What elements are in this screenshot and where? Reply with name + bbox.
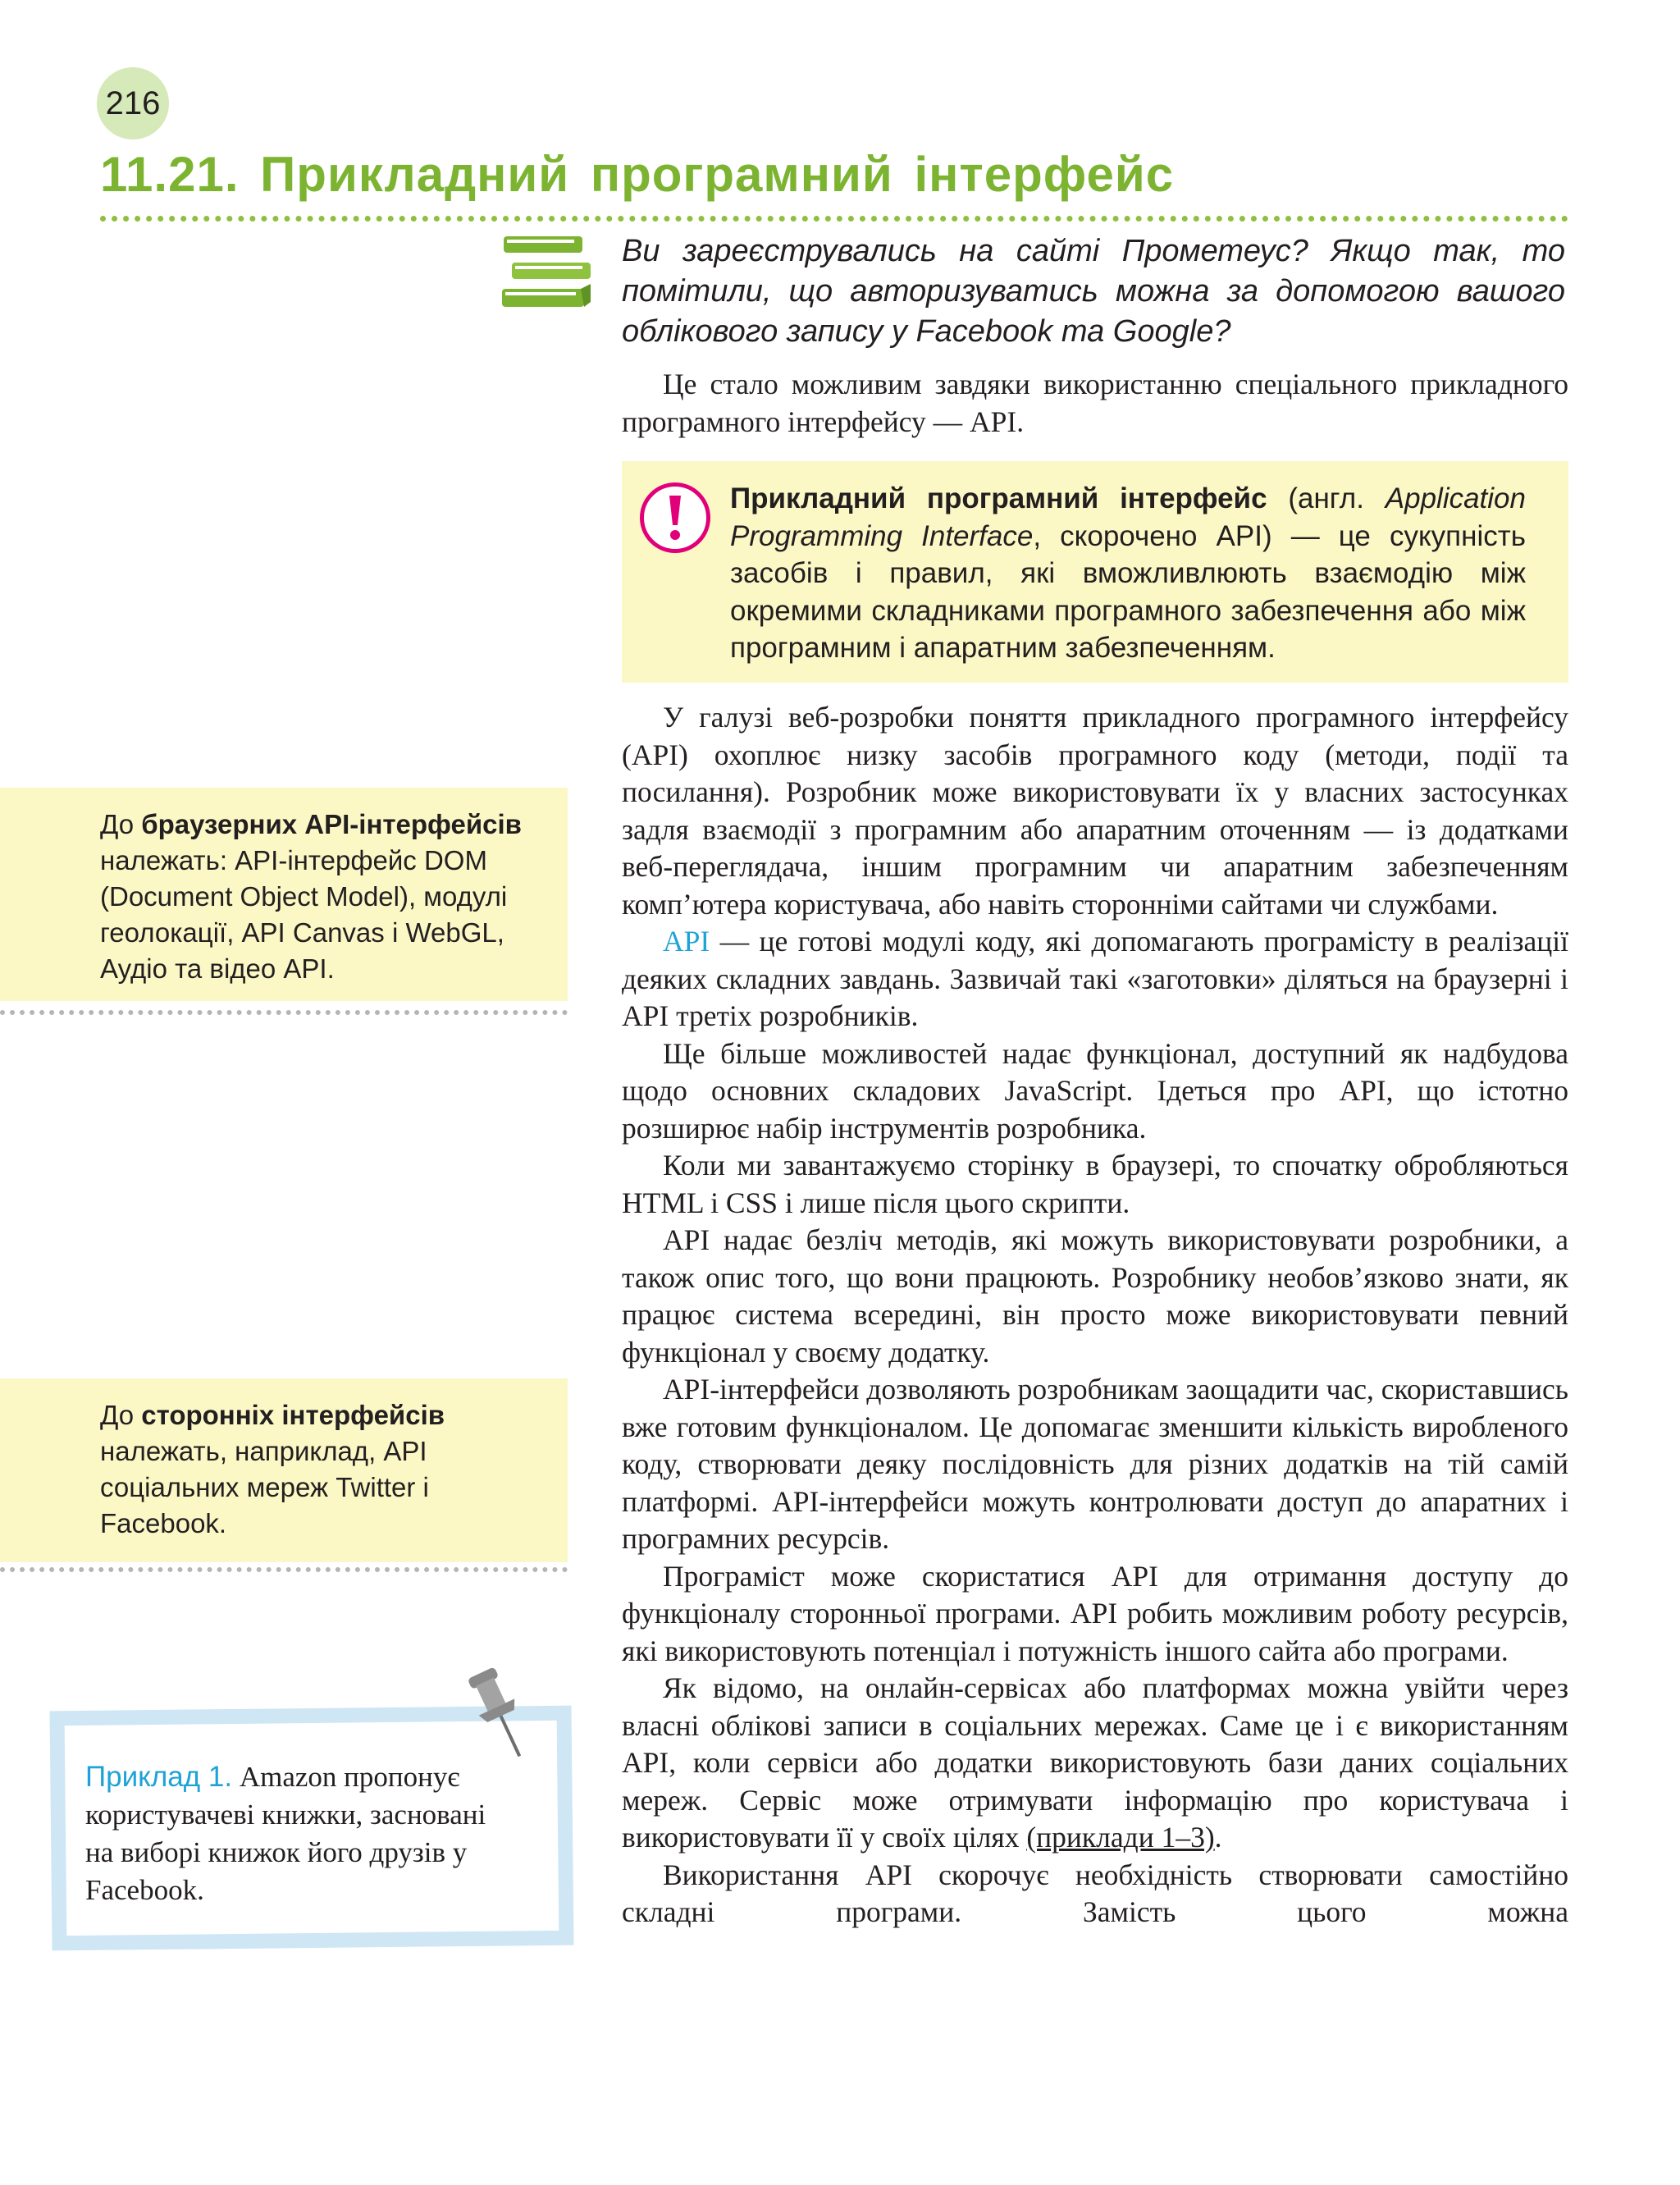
title-divider <box>100 216 1568 222</box>
intro-question: Ви зареєструвались на сайті Прометеус? Якщо так, то помітили, що авторизуватись можна за допомогою вашого облікового запису у Facebook та Google? <box>622 234 1565 349</box>
note-text: належать, наприклад, API соціальних мереж Twitter і Facebook. <box>100 1436 429 1538</box>
sidebar-divider <box>0 1010 568 1015</box>
pushpin-icon <box>466 1662 532 1767</box>
definition-part2: , скорочено API) — це сукупність засобів і правил, які вможливлюють взаємодію між окремими складниками програмного забезпечення або між програмним і апаратним забезпеченням. <box>730 519 1527 664</box>
paragraph-text: Як відомо, на онлайн-сервісах або платформах можна увійти через власні облікові записи в соціальних мережах. Саме це і є використанням API, коли сервіси або додатки використовують бази даних соціальних мереж. Сервіс може отримувати інформацію про користувача і використовувати її у своїх цілях <box>622 1671 1568 1854</box>
note-term: браузерних API-інтерфейсів <box>141 809 522 839</box>
paragraph: Коли ми завантажуємо сторінку в браузері, то спочатку обробляються HTML і CSS і лише після цього скрипти. <box>622 1149 1568 1219</box>
paragraph: API надає безліч методів, які можуть використовувати розробники, а також опис того, що вони працюють. Розробнику необов’язково знати, як працює система всередині, він просто може використовувати певний функціонал у своєму додатку. <box>622 1223 1568 1369</box>
example-body: Amazon пропонує користувачеві книжки, засновані на виборі книжок його друзів у Facebook. <box>85 1761 486 1906</box>
section-title: 11.21. Прикладний програмний інтерфейс <box>100 147 1175 202</box>
examples-reference-link[interactable]: (приклади 1–3) <box>1026 1821 1215 1854</box>
paragraph-text: . <box>1214 1821 1222 1854</box>
page-number: 216 <box>105 85 161 121</box>
definition-text <box>730 480 1526 667</box>
sidebar-divider <box>0 1567 568 1572</box>
sidebar-note-third-party-apis-text <box>100 1397 543 1542</box>
note-text: До <box>100 809 142 839</box>
definition-term: Прикладний програмний інтерфейс <box>730 482 1267 514</box>
paragraph: Використання API скорочує необхідність створювати самостійно складні програми. Замість цього можна <box>622 1858 1568 1928</box>
note-term: сторонніх інтерфейсів <box>141 1400 445 1430</box>
paragraph: Ще більше можливостей надає функціонал, доступний як надбудова щодо основних складових JavaScript. Ідеться про API, що істотно розширює набір інструментів розробника. <box>622 1036 1568 1145</box>
example-label: Приклад 1. <box>85 1761 233 1793</box>
page-number-badge <box>97 67 169 139</box>
books-icon <box>499 231 596 315</box>
paragraph: У галузі веб-розробки поняття прикладного програмного інтерфейсу (API) охоплює низку засобів програмного коду (методи, події та посилання). Розробник може використовувати їх у власних застосунках задля взаємодії з програмним або апаратним оточенням — із додатками веб-переглядача, іншим програмним чи апаратним забезпеченням комп’ютера користувача, або навіть сторонніми сайтами чи службами. <box>622 701 1568 921</box>
example-1-text <box>85 1758 520 1909</box>
paragraph: Програміст може скористатися API для отримання доступу до функціоналу сторонньої програми. API робить можливим роботу ресурсів, які використовують потенціал і потужність іншого сайта або програми. <box>622 1559 1568 1667</box>
lead-paragraph: Це стало можливим завдяки використанню спеціального прикладного програмного інтерфейсу — API. <box>622 368 1568 438</box>
api-term: API <box>663 925 710 958</box>
paragraph <box>622 1670 1568 1857</box>
note-text: належать: API-інтерфейс DOM (Document Object Model), модулі геолокації, API Canvas і WebGL, Аудіо та відео API. <box>100 845 508 984</box>
main-body <box>622 699 1568 1931</box>
paragraph: API-інтерфейси дозволяють розробникам заощадити час, скориставшись вже готовим функціоналом. Це допомагає зменшити кількість виробленого коду, створювати деяку послідовність для різних додатків на тій самій платформі. API-інтерфейси можуть контролювати доступ до апаратних і програмних ресурсів. <box>622 1373 1568 1555</box>
paragraph-text: — це готові модулі коду, які допомагають програмісту в реалізації деяких складних завдань. Зазвичай такі «заготовки» діляться на браузерні і API третіх розробників. <box>622 925 1568 1032</box>
definition-part1: (англ. <box>1267 482 1386 514</box>
definition-english: Application Programming Interface <box>730 482 1526 552</box>
sidebar-note-browser-apis-text <box>100 807 543 987</box>
exclamation-icon <box>640 482 710 553</box>
paragraph <box>622 923 1568 1035</box>
note-text: До <box>100 1400 142 1430</box>
